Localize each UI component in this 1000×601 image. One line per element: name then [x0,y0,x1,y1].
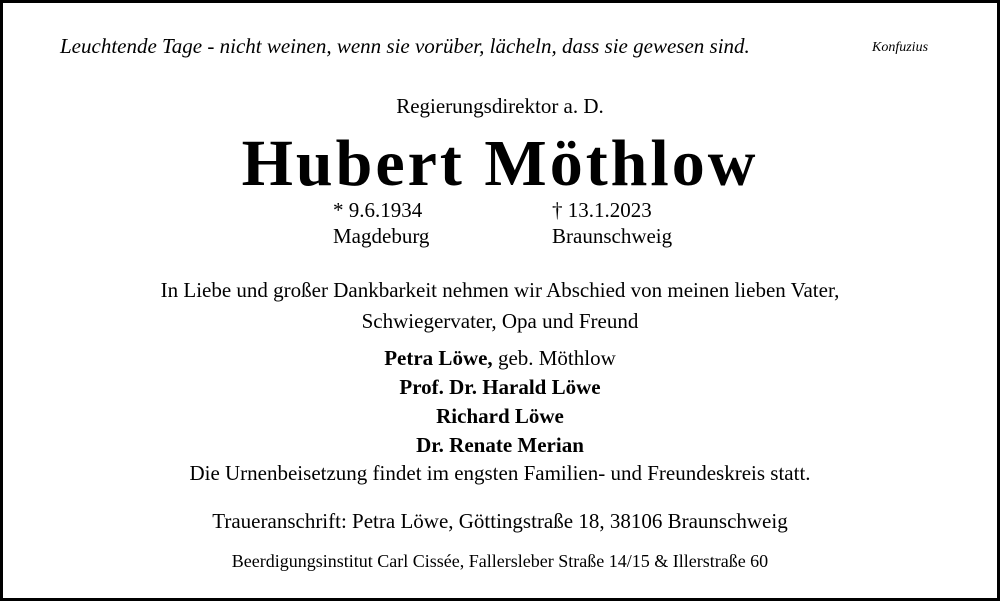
family-member-name: Petra Löwe, [384,346,493,370]
quote-author: Konfuzius [872,40,929,55]
deceased-name: Hubert Möthlow [241,127,759,200]
funeral-home: Beerdigungsinstitut Carl Cissée, Fallersleber Straße 14/15 & Illerstraße 60 [231,551,769,571]
quote-text: Leuchtende Tage - nicht weinen, wenn sie vorüber, lächeln, dass sie gewesen sind. [60,34,750,58]
family-list [3,344,997,460]
farewell-message [3,275,997,337]
deceased-title: Regierungsdirektor a. D. [396,94,604,118]
death-info [552,197,672,249]
birth-info [333,197,429,249]
birth-place: Magdeburg [333,224,430,248]
mourning-address: Traueranschrift: Petra Löwe, Göttingstraße 18, 38106 Braunschweig [212,509,788,533]
family-member-maiden-name: geb. Möthlow [492,346,616,370]
family-member [3,402,997,431]
death-place: Braunschweig [552,224,673,248]
family-member [3,344,997,373]
life-dates [3,197,997,253]
family-member [3,373,997,402]
family-member-name: Dr. Renate Merian [416,433,584,457]
farewell-message-line-2: Schwiegervater, Opa und Freund [361,309,639,333]
birth-date: * 9.6.1934 [333,198,423,222]
death-date: † 13.1.2023 [552,198,652,222]
family-member-name: Richard Löwe [436,404,564,428]
farewell-message-line-1: In Liebe und großer Dankbarkeit nehmen wir Abschied von meinen lieben Vater, [160,278,840,302]
family-member [3,431,997,460]
urn-burial-notice: Die Urnenbeisetzung findet im engsten Familien- und Freundeskreis statt. [189,461,811,485]
family-member-name: Prof. Dr. Harald Löwe [399,375,601,399]
